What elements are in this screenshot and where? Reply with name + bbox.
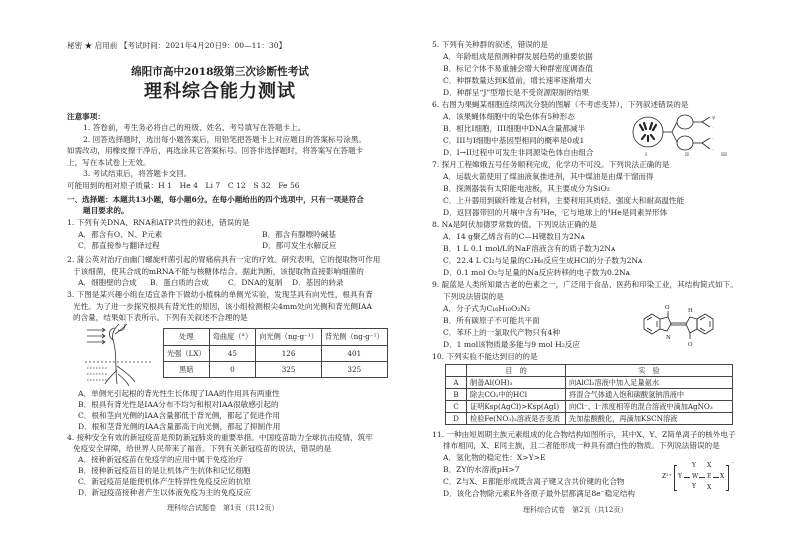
- q7-option-d: D．返回器带回的月壤中含有³He，它与地球上的⁴He是同素异形体: [443, 208, 668, 217]
- table-cell: B: [446, 389, 467, 401]
- q6-option-c: C．III与I细胞中基因型相同的概率是0或1: [443, 136, 585, 145]
- cation-label: Z²⁺: [662, 473, 672, 480]
- atom-x: X: [707, 484, 712, 491]
- table-header: 背光侧（ng·g⁻¹）: [321, 329, 387, 346]
- q9-option-a: A．分子式为C₁₆H₁₀O₂N₂: [443, 304, 531, 313]
- q5-option-a: A．年龄组成是预测种群发展趋势的重要依据: [443, 52, 593, 61]
- exam-time: 【考试时间：2021年4月20日9：00—11：30】: [119, 41, 287, 50]
- atom-label-h: H: [688, 308, 693, 314]
- table-cell: 向Cl⁻、I⁻浓度相等的混合溶液中滴加AgNO₃: [566, 401, 733, 413]
- note-line: 2. 回答选择题时，选出每小题答案后，用铅笔把答题卡上对应题目的答案标号涂黑。: [83, 135, 367, 144]
- q8-option-b: B．1 L 0.1 mol/L的NaF溶液含有的质子数为2Nᴀ: [443, 244, 616, 253]
- q5-option-c: C．种群数量达到K值前，增长速率逐渐增大: [443, 76, 592, 85]
- table-row: [446, 413, 733, 425]
- q4-stem: 免疫安全屏障，给世界人民带来了福音。下列有关新冠疫苗的说法，错误的是: [73, 444, 332, 453]
- atomic-masses: 可能用到的相对原子质量：H 1 He 4 Li 7 C 12 S 32 Fe 56: [67, 181, 300, 190]
- ion-structure-figure: [662, 458, 738, 498]
- table-cell: 黑暗: [164, 362, 210, 378]
- table-header: 弯曲度（°）: [209, 329, 256, 346]
- note-line: 1. 答卷前，考生务必将自己的班级、姓名、考号填写在答题卡上。: [83, 123, 306, 132]
- table-header: 实 验: [566, 365, 733, 377]
- q1-option-a: A．都含有O、N、P元素: [78, 230, 163, 239]
- table-cell: 光强（LX）: [164, 346, 210, 362]
- svg-text:♀: ♀: [712, 115, 715, 120]
- q3-data-table: [163, 328, 388, 378]
- q9-option-c: C．苯环上的一氯取代产物只有4种: [443, 328, 560, 337]
- indigo-structure-figure: [640, 303, 724, 347]
- q3-option-b: B．根具有背光性是IAA分布不均匀和根对IAA很敏感引起的: [78, 400, 279, 409]
- q1-option-d: D．都可发生水解反应: [262, 241, 337, 250]
- atom-w: W: [692, 473, 699, 480]
- table-cell: D: [446, 413, 467, 425]
- q7-stem: 7. 探月工程嫦娥五号任务顺利完成，化学功不可没。下列说法正确的是: [432, 160, 670, 169]
- svg-text:◦: ◦: [712, 125, 715, 130]
- table-cell: 证明Ksp(AgCl)>Ksp(AgI): [467, 401, 566, 413]
- q4-stem: 4. 接种安全有效的新冠疫苗是预防新冠肺炎的重要举措。中国疫苗助力全球抗击疫情，筑牢: [67, 433, 373, 442]
- q2-option-c: C．DNA的复制: [228, 278, 283, 287]
- q3-option-c: C．根和茎向光侧的IAA含量都低于背光侧，都起了促进作用: [78, 411, 281, 420]
- q5-option-b: B．标记个体不易重捕会增大种群密度调查值: [443, 64, 593, 73]
- q8-option-d: D．0.1 mol O₂与足量的Na反应转移的电子数为0.2Nᴀ: [443, 268, 630, 277]
- subject-title: 理科综合能力测试: [144, 81, 296, 102]
- q5-option-d: D．种群呈“J”型增长是不受资源限制的结果: [443, 88, 589, 97]
- table-header-row: [164, 329, 388, 346]
- q8-option-a: A．14 g聚乙烯含有的C—H键数目为2Nᴀ: [443, 232, 585, 241]
- q2-option-a: A．细胞壁的合成: [78, 278, 137, 287]
- q4-option-b: B．接种新冠疫苗目的是让机体产生抗体和记忆细胞: [78, 466, 251, 475]
- q3-stem: 3. 下图是某兴趣小组在适宜条件下做幼小植株的单侧光实验，发现茎具有向光性，根具有背: [67, 290, 373, 299]
- q4-option-c: C．新冠疫苗是能使机体产生特异性免疫反应的抗原: [78, 477, 251, 486]
- note-line: 上，写在本试卷上无效。: [67, 158, 151, 167]
- confidential-label: 秘密 ★ 启用前: [67, 41, 118, 50]
- q5-stem: 5. 下列有关种群的叙述，错误的是: [432, 40, 548, 49]
- table-cell: 制备Al(OH)₃: [467, 377, 566, 389]
- q7-option-c: C．上升器用到碳纤维复合材料，主要利用其质轻、强度大和耐高温性能: [443, 196, 685, 205]
- atom-x: X: [720, 473, 725, 480]
- table-cell: 45: [209, 346, 256, 362]
- q9-stem: 下列说法错误的是: [443, 292, 504, 301]
- q8-stem: 8. Nᴀ是阿伏加德罗常数的值。下列说法正确的是: [432, 220, 597, 229]
- table-cell: 325: [321, 362, 387, 378]
- q6-stem: 6. 右图为果蝇某细胞连续两次分裂的图解（不考虑变异），下列叙述错误的是: [432, 100, 689, 109]
- page-footer-left: 理科综合试题卷 第1页（共12页）: [167, 504, 279, 512]
- table-row: [446, 401, 733, 413]
- notes-heading: 注意事项：: [67, 112, 105, 121]
- exam-title: 绵阳市高中2018级第三次诊断性考试: [131, 66, 309, 78]
- table-row: [164, 346, 388, 362]
- table-cell: 除去CO₂中的HCl: [467, 389, 566, 401]
- atom-y: Y: [692, 483, 696, 490]
- q1-option-c: C．都直接参与翻译过程: [78, 241, 160, 250]
- table-cell: C: [446, 401, 467, 413]
- q2-stem: 于该细菌，使其合成的mRNA不能与核糖体结合。据此判断，该提取物直接影响细菌的: [73, 267, 364, 276]
- figure-label-i: I: [645, 152, 647, 158]
- q1-option-b: B．都含有腺嘌呤碱基: [262, 230, 336, 239]
- atom-y: Y: [692, 462, 696, 469]
- section-heading: 一、选择题：本题共13小题，每小题6分。在每小题给出的四个选项中，只有一项是符合: [67, 195, 364, 204]
- q6-option-b: B．相比I细胞，III细胞中DNA含量都减半: [443, 124, 586, 133]
- svg-text:◦: ◦: [712, 136, 715, 141]
- q2-option-d: D．基因的转录: [292, 278, 344, 287]
- atom-label-n: N: [666, 335, 671, 341]
- table-cell: 向AlCl₃溶液中加入足量氨水: [566, 377, 733, 389]
- q11-stem: 排布相同，X、E同主族，且二者能形成一种具有漂白性的物质。下列说法错误的是: [443, 441, 720, 450]
- section-heading-cont: 题目要求的。: [83, 206, 129, 215]
- q2-stem: 2. 蒲公英对治疗由幽门螺旋杆菌引起的胃痛病具有一定的疗效。研究表明，它的提取物可作用: [67, 255, 381, 264]
- q6-option-a: A．该果蝇体细胞中的染色体有5种形态: [443, 112, 575, 121]
- page-footer-right: 理科综合试卷 第2页（共12页）: [523, 506, 628, 514]
- q7-option-b: B．探测器装有太阳能电池板，其主要成分为SiO₂: [443, 184, 610, 193]
- q4-option-a: A．接种新冠疫苗在免疫学的应用中属于免疫治疗: [78, 455, 243, 464]
- figure-label-iii: III: [721, 152, 727, 158]
- q3-stem: 的含量，结果如下表所示。下列有关叙述不合理的是: [73, 313, 248, 322]
- table-header: 向光侧（ng·g⁻¹）: [256, 329, 322, 346]
- table-cell: 126: [256, 346, 322, 362]
- exam-header: [67, 41, 286, 51]
- table-row: [164, 362, 388, 378]
- q1-stem: 1. 下列有关DNA、RNA和ATP共性的叙述，错误的是: [67, 218, 250, 227]
- atom-label-o: O: [665, 305, 670, 311]
- table-row: [446, 377, 733, 389]
- svg-text:◦: ◦: [712, 147, 715, 152]
- atom-y: Y: [678, 473, 682, 480]
- note-line: 如需改动，用橡皮擦干净后，再选涂其它答案标号。回答非选择题时，将答案写在答题卡: [67, 146, 364, 155]
- q3-stem: 光性。为了进一步探究根具有背光性的原因，该小组检测根尖4mm处向光侧和背光侧IAA: [73, 302, 372, 311]
- table-cell: 检验Fe(NO₃)₂溶液是否变质: [467, 413, 566, 425]
- table-cell: 先加盐酸酸化，再滴加KSCN溶液: [566, 413, 733, 425]
- q8-option-c: C．22.4 L Cl₂与足量的C₂H₆反应生成HCl的分子数为2Nᴀ: [443, 256, 643, 265]
- table-cell: 0: [209, 362, 256, 378]
- q9-option-d: D．1 mol该物质最多能与9 mol H₂反应: [443, 340, 580, 349]
- q10-stem: 10. 下列实验不能达到目的的是: [432, 352, 538, 361]
- q11-option-d: D．该化合物除元素E外各原子最外层都满足8e⁻稳定结构: [443, 489, 636, 498]
- q11-stem: 11. 一种由短周期主族元素组成的化合物结构如图所示，其中X、Y、Z简单离子的核外电子: [432, 430, 736, 439]
- atom-label-o: O: [688, 342, 693, 348]
- q10-experiment-table: [445, 364, 733, 425]
- table-header: 目 的: [467, 365, 566, 377]
- cell-division-figure: [632, 114, 732, 154]
- table-header-row: [446, 365, 733, 377]
- table-cell: 401: [321, 346, 387, 362]
- plant-phototropism-figure: [85, 322, 155, 388]
- table-row: [446, 389, 733, 401]
- figure-label-ii: II: [685, 152, 689, 158]
- atom-x: X: [707, 462, 712, 469]
- q2-option-b: B．蛋白质的合成: [150, 278, 209, 287]
- q11-option-b: B．ZY的水溶液pH>7: [443, 465, 520, 474]
- q11-option-c: C．Z与X、E都能形成既含离子键又含共价键的化合物: [443, 477, 625, 486]
- table-header: [446, 365, 467, 377]
- q9-stem: 9. 靛蓝是人类所知最古老的色素之一，广泛用于食品、医药和印染工业，其结构简式如下。: [432, 280, 738, 289]
- q3-option-d: D．根和茎背光侧的IAA含量都高于向光侧，都起了抑制作用: [78, 422, 281, 431]
- table-header: 处理: [164, 329, 210, 346]
- q9-option-b: B．所有碳原子不可能共平面: [443, 316, 540, 325]
- table-cell: 将混合气体通入饱和碳酸氢钠溶液中: [566, 389, 733, 401]
- atom-e: E: [707, 473, 712, 480]
- charge-label: ⁻: [731, 461, 735, 468]
- table-cell: A: [446, 377, 467, 389]
- table-cell: 325: [256, 362, 322, 378]
- q6-option-d: D．I→II过程中可发生非同源染色体自由组合: [443, 148, 594, 157]
- q11-option-a: A．氢化物的稳定性：X>Y>E: [443, 453, 546, 462]
- q4-option-d: D．新冠疫苗接种者产生以体液免疫为主的免疫反应: [78, 488, 252, 497]
- note-line: 3. 考试结束后，将答题卡交回。: [83, 169, 192, 178]
- q7-option-a: A．运载火箭使用了煤油液氧推进剂，其中煤油是由煤干馏而得: [443, 172, 654, 181]
- q3-option-a: A．单侧光引起根的背光性生长体现了IAA的作用具有两重性: [78, 389, 280, 398]
